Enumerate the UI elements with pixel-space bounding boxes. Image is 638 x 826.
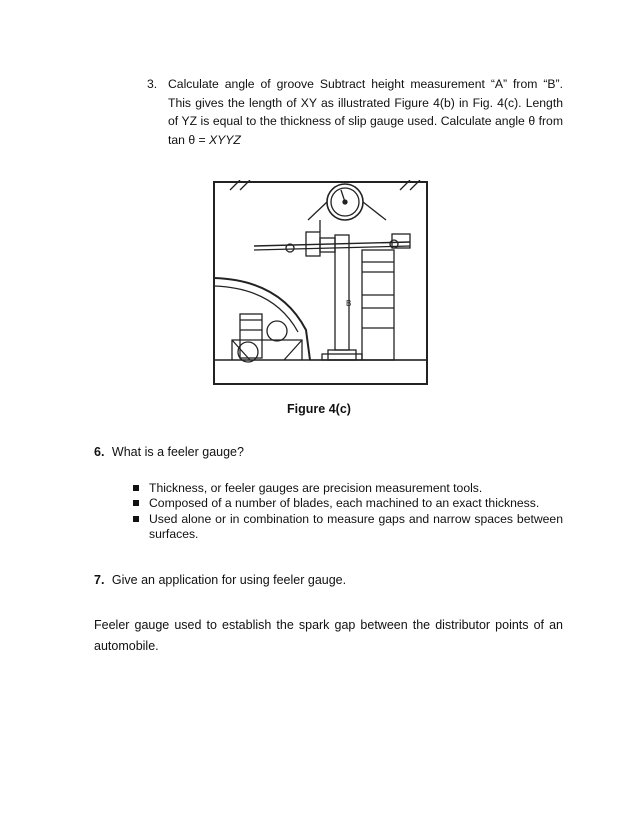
bullet-text: Used alone or in combination to measure gaps and narrow spaces between surfaces. [149,511,563,542]
square-bullet-icon [133,516,139,522]
step-3-paragraph [147,75,563,149]
question-6-text: What is a feeler gauge? [111,445,244,459]
question-7 [94,573,346,587]
tan-formula: XYYZ [209,132,241,147]
question-7-number: 7. [94,573,105,587]
bullet-text: Thickness, or feeler gauges are precision measurement tools. [149,481,483,495]
question-7-answer: Feeler gauge used to establish the spark gap between the distributor points of an automobile. [94,618,563,653]
step-text-body: Calculate angle of groove Subtract height measurement “A” from “B”. This gives the length of XY as illustrated Figure 4(b) in Fig. 4(c). Length of YZ is equal to the thickness of slip gauge used. Calculate angle θ from tan θ = [168,77,563,147]
step-text [168,75,563,149]
bullet-item [133,512,563,543]
step-number: 3. [147,77,158,91]
feeler-gauge-bullets [133,481,563,543]
figure-caption: Figure 4(c) [287,402,351,416]
bullet-item [133,481,563,496]
bullet-item [133,496,563,511]
square-bullet-icon [133,500,139,506]
square-bullet-icon [133,485,139,491]
label-b: B [346,299,352,308]
question-6-number: 6. [94,445,105,459]
figure-4c-illustration [210,180,430,386]
question-6 [94,445,244,459]
question-7-text: Give an application for using feeler gauge. [111,573,347,587]
bullet-text: Composed of a number of blades, each machined to an exact thickness. [149,496,540,511]
